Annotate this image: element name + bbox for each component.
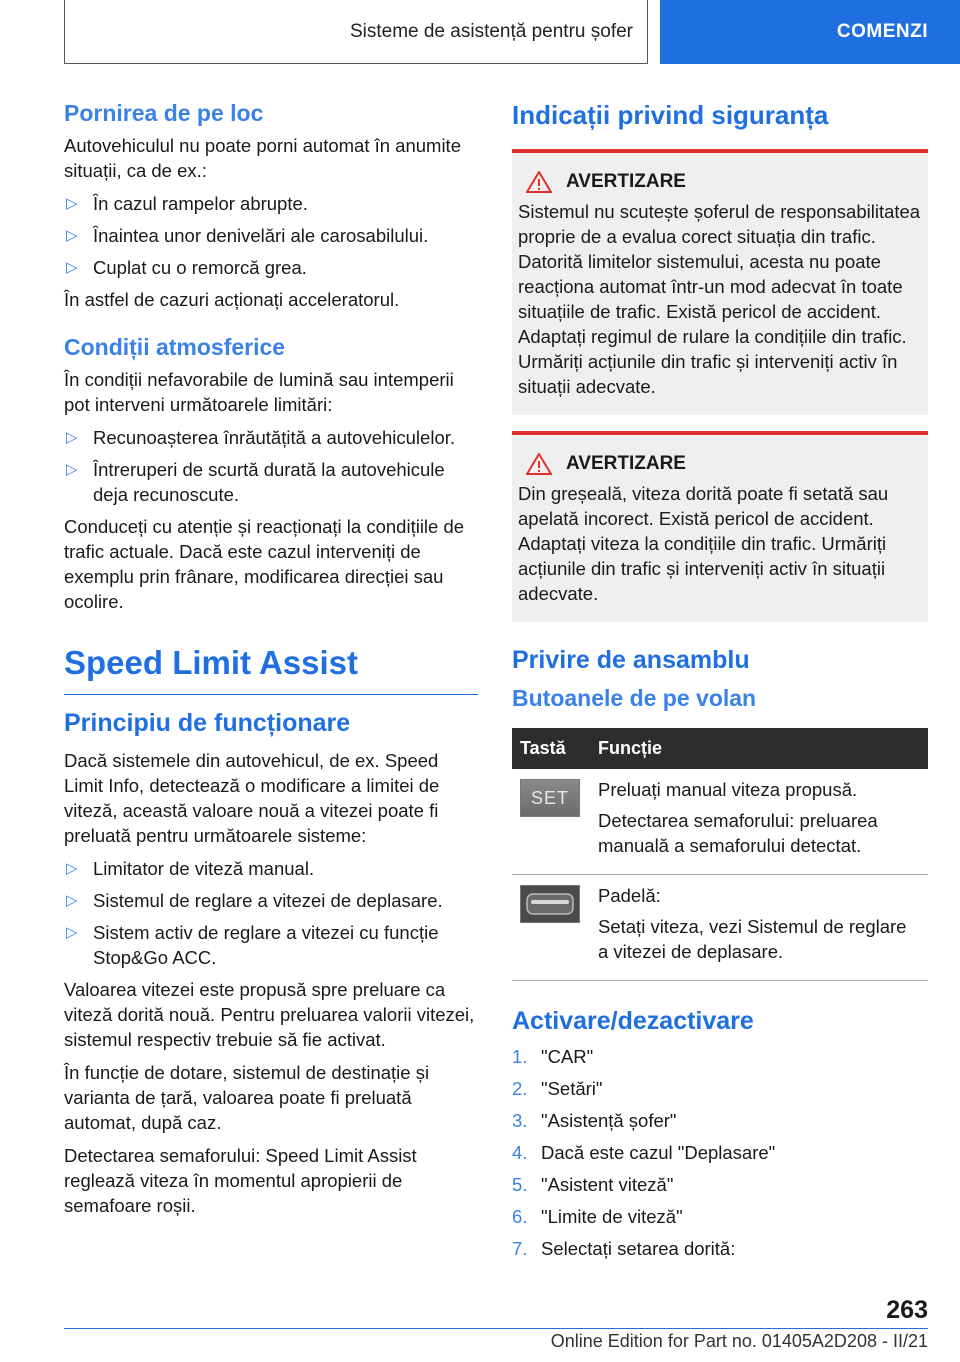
section-heading-conditii: Condiții atmosferice (64, 334, 286, 360)
warning-triangle-icon (526, 171, 552, 193)
bullet-list (64, 425, 478, 507)
footer-divider (64, 1328, 928, 1329)
page-number: 263 (886, 1296, 928, 1324)
table-row: Padelă: Setați viteza, vezi Sistemul de reglare a vitezei de deplasare. (512, 875, 928, 981)
paragraph: În condiții nefavorabile de lumină sau intemperii pot interveni următoarele limitări: (64, 369, 454, 415)
bullet-list (64, 191, 478, 280)
list-item: ▷ Limitator de viteză manual. (66, 858, 315, 879)
table-header-key: Tastă (512, 728, 590, 769)
list-item: 4. Dacă este cazul "Deplasare" (512, 1142, 776, 1163)
set-button-icon: SET (520, 779, 580, 817)
list-item: 6. "Limite de viteză" (512, 1206, 683, 1227)
list-item: ▷ Sistemul de reglare a vitezei de deplasare. (66, 890, 443, 911)
table-row: SET Preluați manual viteza propusă. Detectarea semaforului: preluarea manuală a semaforului detectat. (512, 769, 928, 875)
list-item: ▷ În cazul rampelor abrupte. (66, 193, 308, 214)
list-item: 3. "Asistență șofer" (512, 1110, 677, 1131)
left-column (64, 100, 478, 1226)
triangle-bullet-icon: ▷ (66, 195, 78, 212)
chapter-heading-speed-limit-assist: Speed Limit Assist (64, 644, 359, 681)
section-heading-siguranta: Indicații privind siguranța (512, 100, 829, 130)
triangle-bullet-icon: ▷ (66, 924, 78, 941)
paragraph: Valoarea vitezei este propusă spre preluare ca viteză dorită nouă. Pentru preluarea valorii vitezei, sistemul respectiv trebuie să fie activat. (64, 979, 475, 1050)
paragraph: Autovehiculul nu poate porni automat în anumite situații, ca de ex.: (64, 135, 461, 181)
triangle-bullet-icon: ▷ (66, 227, 78, 244)
warning-box: AVERTIZARE Din greșeală, viteza dorită poate fi setată sau apelată incorect. Există pericol de accident. Adaptați viteza la condițiile din trafic. Urmăriți acțiunile din trafic și interveniți activ în situații adecvate. (512, 431, 928, 622)
footer-edition: Online Edition for Part no. 01405A2D208 - II/21 (550, 1331, 928, 1351)
warning-text: Sistemul nu scutește șoferul de responsabilitatea proprie de a evalua corect situația din trafic. Datorită limitelor sistemului, acesta nu poate reacționa automat într-un mod adecvat în toate situațiile de trafic. Există pericol de accident. Adaptați regimul de rulare la condițiile din trafic. Urmăriți acțiunile din trafic și interveniți activ în situații adecvate. (518, 201, 921, 397)
warning-box: AVERTIZARE Sistemul nu scutește șoferul de responsabilitatea proprie de a evalua corect situația din trafic. Datorită limitelor sistemului, acesta nu poate reacționa automat într-un mod adecvat în toate situațiile de trafic. Există pericol de accident. Adaptați regimul de rulare la condițiile din trafic. Urmăriți acțiunile din trafic și interveniți activ în situații adecvate. (512, 149, 928, 415)
steps-list (512, 1044, 928, 1261)
table-header-row (512, 728, 928, 769)
list-item: 5. "Asistent viteză" (512, 1174, 674, 1195)
section-heading-butoane: Butoanele de pe volan (512, 685, 757, 711)
triangle-bullet-icon: ▷ (66, 892, 78, 909)
list-item: ▷ Înaintea unor denivelări ale carosabilului. (66, 225, 429, 246)
section-heading-activare: Activare/dezactivare (512, 1007, 754, 1035)
list-item: 7. Selectați setarea dorită: (512, 1238, 736, 1259)
divider (64, 694, 478, 695)
list-item: ▷ Sistem activ de reglare a vitezei cu funcție Stop&Go ACC. (66, 922, 439, 968)
paragraph: Conduceți cu atenție și reacționați la condițiile de trafic actuale. Dacă este cazul interveniți de exemplu prin frânare, modificarea direcției sau ocolire. (64, 516, 465, 612)
right-column (512, 100, 928, 1268)
paddle-rocker-icon (520, 885, 580, 923)
warning-text: Din greșeală, viteza dorită poate fi setată sau apelată incorect. Există pericol de accident. Adaptați viteza la condițiile din trafic. Urmăriți acțiunile din trafic și interveniți activ în situații adecvate. (518, 483, 889, 604)
buttons-table (512, 728, 928, 981)
list-item: 2. "Setări" (512, 1078, 603, 1099)
section-heading-pornire: Pornirea de pe loc (64, 100, 264, 126)
list-item: ▷ Recunoașterea înrăutățită a autovehiculelor. (66, 427, 456, 448)
paragraph: În astfel de cazuri acționați acceleratorul. (64, 289, 400, 310)
bullet-list (64, 856, 478, 970)
list-item: ▷ Întreruperi de scurtă durată la autovehicule deja recunoscute. (66, 459, 445, 505)
paragraph: Detectarea semaforului: Speed Limit Assist reglează viteza în momentul apropierii de semafoare roșii. (64, 1145, 417, 1216)
triangle-bullet-icon: ▷ (66, 259, 78, 276)
triangle-bullet-icon: ▷ (66, 860, 78, 877)
triangle-bullet-icon: ▷ (66, 461, 78, 478)
paragraph: Dacă sistemele din autovehicul, de ex. Speed Limit Info, detectează o modificare a limitei de viteză, această valoare nouă a vitezei poate fi preluată pentru următoarele sisteme: (64, 750, 440, 846)
list-item: ▷ Cuplat cu o remorcă grea. (66, 257, 307, 278)
paragraph: În funcție de dotare, sistemul de destinație și varianta de țară, valoarea poate fi preluată automat, după caz. (64, 1062, 430, 1133)
section-heading-principiu: Principiu de funcționare (64, 709, 351, 737)
table-header-function: Funcție (590, 728, 928, 769)
header-chapter-tab[interactable]: COMENZI (660, 0, 960, 64)
warning-triangle-icon (526, 453, 552, 475)
list-item: 1. "CAR" (512, 1046, 594, 1067)
triangle-bullet-icon: ▷ (66, 429, 78, 446)
header-section-title: Sisteme de asistență pentru șofer (64, 0, 648, 64)
section-heading-ansamblu: Privire de ansamblu (512, 646, 750, 674)
